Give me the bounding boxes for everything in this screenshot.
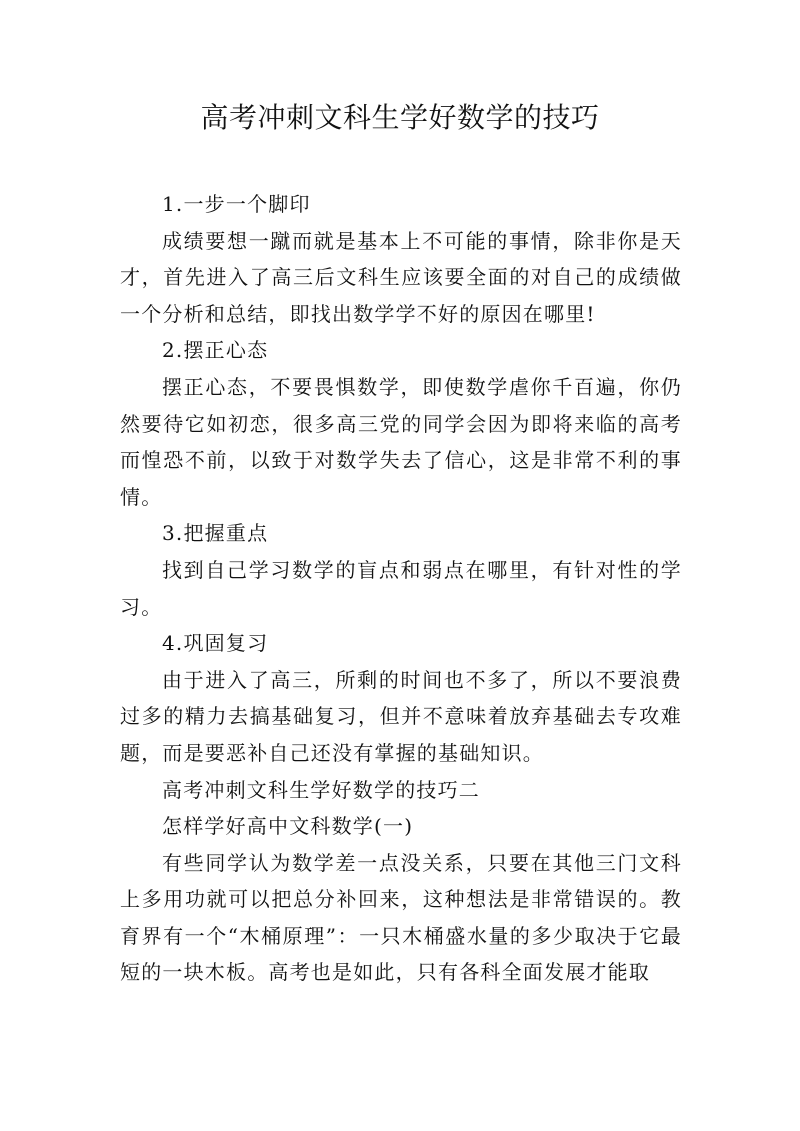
body-paragraph-3: 找到自己学习数学的盲点和弱点在哪里，有针对性的学习。 bbox=[120, 557, 682, 619]
section-heading-3: 3.把握重点 bbox=[162, 521, 269, 546]
body-paragraph-2: 摆正心态，不要畏惧数学，即使数学虐你千百遍，你仍然要待它如初恋，很多高三党的同学会因为即将来临的高考而惶恐不前，以致于对数学失去了信心，这是非常不利的事情。 bbox=[120, 374, 682, 509]
body-paragraph-1: 成绩要想一蹴而就是基本上不可能的事情，除非你是天才，首先进入了高三后文科生应该要全面的对自己的成绩做一个分析和总结，即找出数学学不好的原因在哪里! bbox=[120, 228, 682, 326]
section-heading-1: 1.一步一个脚印 bbox=[162, 192, 311, 216]
body-paragraph-5: 有些同学认为数学差一点没关系，只要在其他三门文科上多用功就可以把总分补回来，这种想法是非常错误的。教育界有一个“木桶原理”：一只木桶盛水量的多少取决于它最短的一块木板。高考也是如此，只有各科全面发展才能取 bbox=[120, 850, 682, 985]
section-heading-4: 4.巩固复习 bbox=[162, 631, 269, 656]
body-paragraph-4: 由于进入了高三，所剩的时间也不多了，所以不要浪费过多的精力去搞基础复习，但并不意味着放弃基础去专攻难题，而是要恶补自己还没有掌握的基础知识。 bbox=[120, 667, 682, 765]
section-heading-2: 2.摆正心态 bbox=[162, 338, 269, 363]
document-title: 高考冲刺文科生学好数学的技巧 bbox=[200, 101, 600, 134]
subtitle-paragraph: 高考冲刺文科生学好数学的技巧二 bbox=[162, 777, 480, 802]
document-body bbox=[120, 186, 682, 991]
subsection-heading: 怎样学好高中文科数学(一) bbox=[162, 814, 414, 839]
